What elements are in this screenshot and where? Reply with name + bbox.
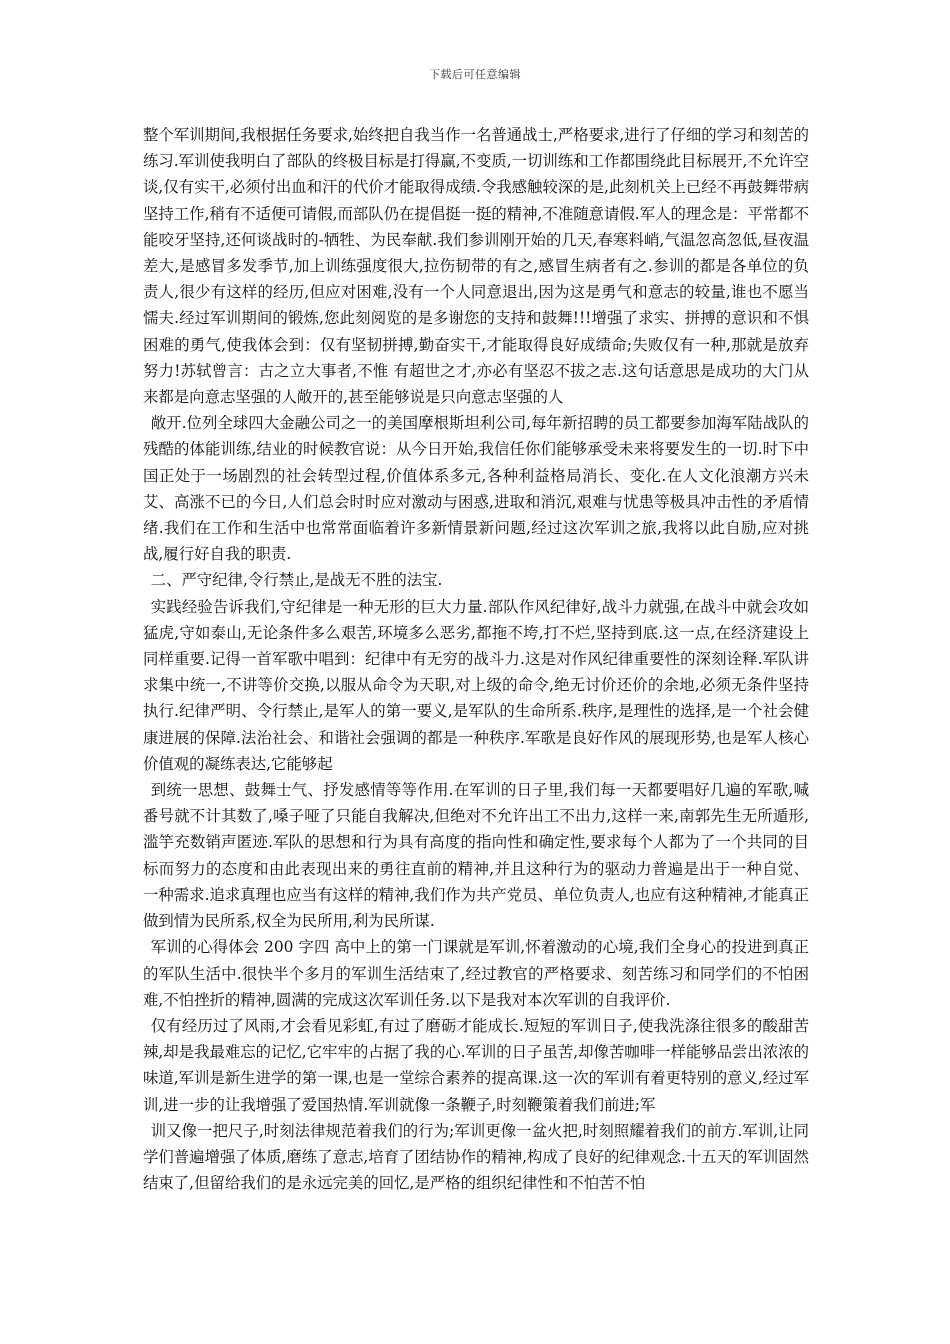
paragraph: 训又像一把尺子,时刻法律规范着我们的行为;军训更像一盆火把,时刻照耀着我们的前方.军训,让同学们普遍增强了体质,磨练了意志,培育了团结协作的精神,构成了良好的纪律观念.十五天的军训固然结束了,但留给我们的是永远完美的回忆,是严格的组织纪律性和不怕苦不怕 [143,1121,809,1193]
paragraph: 敞开.位列全球四大金融公司之一的美国摩根斯坦利公司,每年新招聘的员工都要参加海军陆战队的残酷的体能训练,结业的时候教官说：从今日开始,我信任你们能够承受未来将要发生的一切.时下中国正处于一场剧烈的社会转型过程,价值体系多元,各种利益格局消长、变化.在人文化浪潮方兴未艾、高涨不已的今日,人们总会时时应对激动与困惑,进取和消沉,艰难与忧患等极具冲击性的矛盾情绪.我们在工作和生活中也常常面临着许多新情景新问题,经过这次军训之旅,我将以此自励,应对挑战,履行好自我的职责. [143,414,809,564]
paragraph: 整个军训期间,我根据任务要求,始终把自我当作一名普通战士,严格要求,进行了仔细的学习和刻苦的练习.军训使我明白了部队的终极目标是打得赢,不变质,一切训练和工作都围绕此目标展开,不允许空谈,仅有实干,必须付出血和汗的代价才能取得成绩.令我感触较深的是,此刻机关上已经不再鼓舞带病坚持工作,稍有不适便可请假,而部队仍在提倡挺一挺的精神,不准随意请假.军人的理念是：平常都不能咬牙坚持,还何谈战时的-牺牲、为民奉献.我们参训刚开始的几天,春寒料峭,气温忽高忽低,昼夜温差大,是感冒多发季节,加上训练强度很大,拉伤韧带的有之,感冒生病者有之.参训的都是各单位的负责人,很少有这样的经历,但应对困难,没有一个人同意退出,因为这是勇气和意志的较量,谁也不愿当懦夫.经过军训期间的锻炼,您此刻阅览的是多谢您的支持和鼓舞!!!增强了求实、拼搏的意识和不惧困难的勇气,使我体会到：仅有坚韧拼搏,勤奋实干,才能取得良好成绩命;失败仅有一种,那就是放弃努力!苏轼曾言：古之立大事者,不惟 有超世之才,亦必有坚忍不拔之志.这句话意思是成功的大门从来都是向意志坚强的人敞开的,甚至能够说是只向意志坚强的人 [143,126,809,407]
page-header: 下载后可任意编辑 [429,68,521,81]
paragraph: 仅有经历过了风雨,才会看见彩虹,有过了磨砺才能成长.短短的军训日子,使我洗涤往很多的酸甜苦辣,却是我最难忘的记忆,它牢牢的占据了我的心.军训的日子虽苦,却像苦咖啡一样能够品尝出浓浓的味道,军训是新生进学的第一课,也是一堂综合素养的提高课.这一次的军训有着更特别的意义,经过军训,进一步的让我增强了爱国热情.军训就像一条鞭子,时刻鞭策着我们前进;军 [143,1016,809,1114]
document-body [143,122,809,1196]
section-heading: 二、严守纪律,令行禁止,是战无不胜的法宝. [150,571,443,590]
paragraph: 实践经验告诉我们,守纪律是一种无形的巨大力量.部队作风纪律好,战斗力就强,在战斗中就会攻如猛虎,守如泰山,无论条件多么艰苦,环境多么恶劣,都拖不垮,打不烂,坚持到底.这一点,在经济建设上同样重要.记得一首军歌中唱到：纪律中有无穷的战斗力.这是对作风纪律重要性的深刻诠释.军队讲求集中统一,不讲等价交换,以服从命令为天职,对上级的命令,绝无讨价还价的余地,必须无条件坚持执行.纪律严明、令行禁止,是军人的第一要义,是军队的生命所系.秩序,是理性的选择,是一个社会健康进展的保障.法治社会、和谐社会强调的都是一种秩序.军歌是良好作风的展现形势,也是军人核心价值观的凝练表达,它能够起 [143,597,809,773]
paragraph: 军训的心得体会 200 字四 高中上的第一门课就是军训,怀着激动的心境,我们全身心的投进到真正的军队生活中.很快半个多月的军训生活结束了,经过教官的严格要求、刻苦练习和同学们的不怕困难,不怕挫折的精神,圆满的完成这次军训任务.以下是我对本次军训的自我评价. [143,938,809,1009]
paragraph: 到统一思想、鼓舞士气、抒发感情等等作用.在军训的日子里,我们每一天都要唱好几遍的军歌,喊番号就不计其数了,嗓子哑了只能自我解决,但绝对不允许出工不出力,这样一来,南郭先生无所遁形,滥竽充数销声匿迹.军队的思想和行为具有高度的指向性和确定性,要求每个人都为了一个共同的目标而努力的态度和由此表现出来的勇往直前的精神,并且这种行为的驱动力普遍是出于一种自觉、一种需求.追求真理也应当有这样的精神,我们作为共产党员、单位负责人,也应有这种精神,才能真正 做到情为民所系,权全为民所用,利为民所谋. [143,781,809,931]
